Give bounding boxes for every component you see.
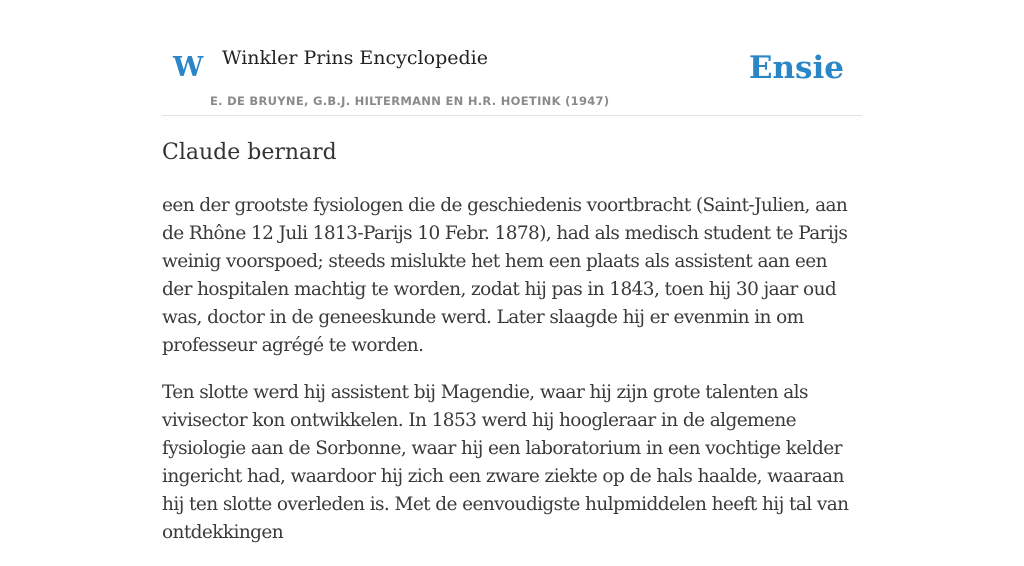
- ensie-logo-link[interactable]: Ensie: [748, 50, 844, 86]
- source-header: [162, 40, 862, 116]
- article-title: Claude bernard: [162, 140, 337, 165]
- article-body: [162, 192, 862, 566]
- source-authors: E. DE BRUYNE, G.B.J. HILTERMANN EN H.R. HOETINK (1947): [210, 94, 610, 108]
- article-paragraph: een der grootste fysiologen die de geschiedenis voortbracht (Saint-Julien, aan de Rhône 12 Juli 1813-Parijs 10 Febr. 1878), had als medisch student te Parijs weinig voorspoed; steeds mislukte het hem een plaats als assistent aan een der hospitalen machtig te worden, zodat hij pas in 1843, toen hij 30 jaar oud was, doctor in de geneeskunde werd. Later slaagde hij er evenmin in om professeur agrégé te worden.: [162, 195, 848, 356]
- source-title[interactable]: Winkler Prins Encyclopedie: [222, 47, 488, 69]
- article-paragraph: Ten slotte werd hij assistent bij Magendie, waar hij zijn grote talenten als vivisector kon ontwikkelen. In 1853 werd hij hoogleraar in de algemene fysiologie aan de Sorbonne, waar hij een laboratorium in een vochtige kelder ingericht had, waardoor hij zich een zware ziekte op de hals haalde, waaraan hij ten slotte overleden is. Met de eenvoudigste hulpmiddelen heeft hij tal van ontdekkingen: [162, 382, 849, 543]
- winkler-prins-logo[interactable]: W: [173, 52, 204, 83]
